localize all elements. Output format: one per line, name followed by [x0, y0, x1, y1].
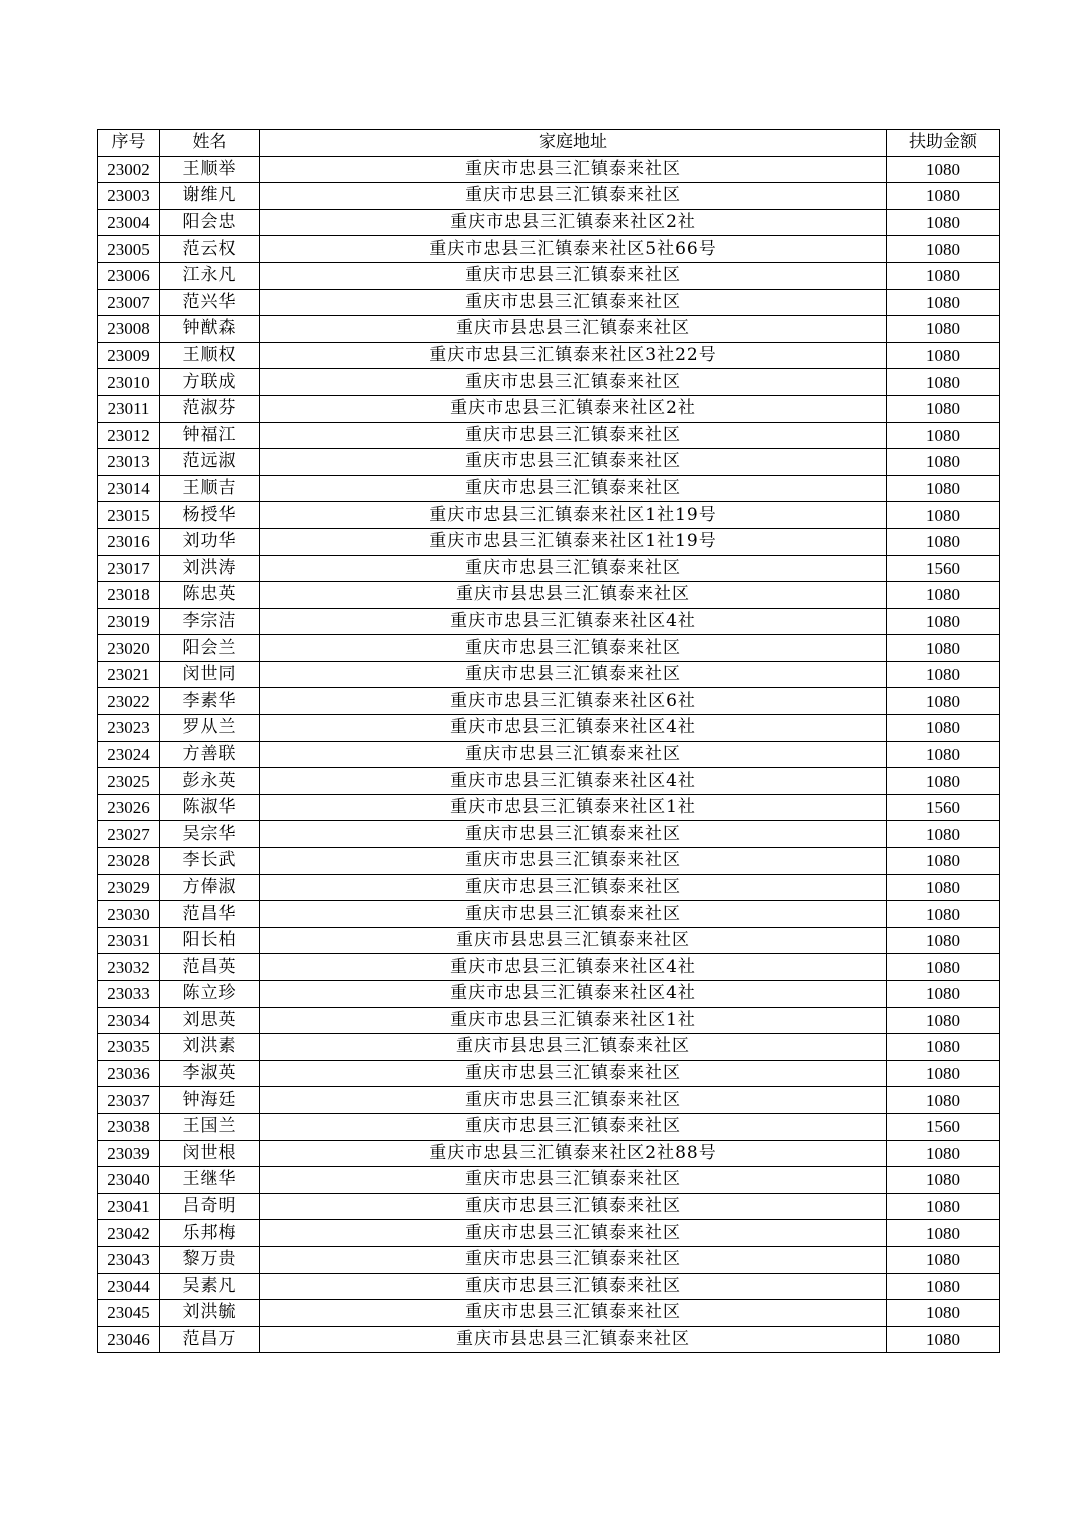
cell-address: 重庆市忠县三汇镇泰来社区 — [260, 848, 887, 875]
cell-address: 重庆市县忠县三汇镇泰来社区 — [260, 1034, 887, 1061]
cell-name: 吴素凡 — [160, 1273, 260, 1300]
table-row — [98, 927, 1000, 954]
cell-amount: 1080 — [887, 1220, 1000, 1247]
cell-name: 阳会忠 — [160, 209, 260, 236]
cell-address: 重庆市忠县三汇镇泰来社区4社 — [260, 608, 887, 635]
cell-address: 重庆市忠县三汇镇泰来社区4社 — [260, 715, 887, 742]
table-row — [98, 1034, 1000, 1061]
table-row — [98, 289, 1000, 316]
table-row — [98, 156, 1000, 183]
cell-address: 重庆市忠县三汇镇泰来社区5社66号 — [260, 236, 887, 263]
cell-name: 罗从兰 — [160, 715, 260, 742]
header-name: 姓名 — [160, 130, 260, 157]
cell-amount: 1080 — [887, 262, 1000, 289]
cell-name: 李宗洁 — [160, 608, 260, 635]
cell-name: 刘洪涛 — [160, 555, 260, 582]
cell-amount: 1080 — [887, 635, 1000, 662]
cell-address: 重庆市忠县三汇镇泰来社区 — [260, 183, 887, 210]
cell-address: 重庆市忠县三汇镇泰来社区 — [260, 901, 887, 928]
cell-name: 阳会兰 — [160, 635, 260, 662]
table-row — [98, 821, 1000, 848]
table-row — [98, 688, 1000, 715]
table-row — [98, 608, 1000, 635]
table-row — [98, 316, 1000, 343]
table-row — [98, 422, 1000, 449]
cell-serial: 23024 — [98, 741, 160, 768]
cell-name: 王继华 — [160, 1167, 260, 1194]
cell-name: 李素华 — [160, 688, 260, 715]
cell-address: 重庆市忠县三汇镇泰来社区 — [260, 661, 887, 688]
cell-amount: 1080 — [887, 741, 1000, 768]
cell-address: 重庆市忠县三汇镇泰来社区4社 — [260, 981, 887, 1008]
cell-serial: 23020 — [98, 635, 160, 662]
cell-amount: 1080 — [887, 422, 1000, 449]
cell-name: 范昌华 — [160, 901, 260, 928]
cell-amount: 1080 — [887, 209, 1000, 236]
cell-name: 范云权 — [160, 236, 260, 263]
cell-amount: 1080 — [887, 874, 1000, 901]
cell-address: 重庆市忠县三汇镇泰来社区 — [260, 289, 887, 316]
cell-amount: 1080 — [887, 768, 1000, 795]
cell-serial: 23007 — [98, 289, 160, 316]
cell-serial: 23015 — [98, 502, 160, 529]
cell-name: 李淑英 — [160, 1060, 260, 1087]
cell-serial: 23010 — [98, 369, 160, 396]
cell-serial: 23037 — [98, 1087, 160, 1114]
cell-address: 重庆市忠县三汇镇泰来社区1社 — [260, 794, 887, 821]
cell-address: 重庆市忠县三汇镇泰来社区 — [260, 1273, 887, 1300]
cell-name: 方善联 — [160, 741, 260, 768]
table-row — [98, 954, 1000, 981]
cell-address: 重庆市忠县三汇镇泰来社区2社 — [260, 395, 887, 422]
table-row — [98, 901, 1000, 928]
table-row — [98, 209, 1000, 236]
cell-address: 重庆市忠县三汇镇泰来社区 — [260, 369, 887, 396]
table-row — [98, 528, 1000, 555]
table-row — [98, 342, 1000, 369]
cell-address: 重庆市忠县三汇镇泰来社区1社19号 — [260, 502, 887, 529]
header-serial: 序号 — [98, 130, 160, 157]
table-row — [98, 715, 1000, 742]
table-row — [98, 183, 1000, 210]
cell-name: 吴宗华 — [160, 821, 260, 848]
table-row — [98, 582, 1000, 609]
cell-name: 范淑芬 — [160, 395, 260, 422]
cell-amount: 1080 — [887, 1167, 1000, 1194]
cell-address: 重庆市忠县三汇镇泰来社区 — [260, 1113, 887, 1140]
cell-amount: 1080 — [887, 316, 1000, 343]
cell-serial: 23043 — [98, 1246, 160, 1273]
cell-name: 刘功华 — [160, 528, 260, 555]
cell-amount: 1080 — [887, 395, 1000, 422]
table-row — [98, 1246, 1000, 1273]
cell-address: 重庆市县忠县三汇镇泰来社区 — [260, 1326, 887, 1353]
table-row — [98, 502, 1000, 529]
cell-amount: 1080 — [887, 927, 1000, 954]
cell-address: 重庆市忠县三汇镇泰来社区 — [260, 555, 887, 582]
cell-amount: 1080 — [887, 582, 1000, 609]
cell-name: 吕奇明 — [160, 1193, 260, 1220]
cell-amount: 1080 — [887, 369, 1000, 396]
cell-amount: 1560 — [887, 555, 1000, 582]
cell-serial: 23021 — [98, 661, 160, 688]
cell-name: 钟海廷 — [160, 1087, 260, 1114]
cell-amount: 1080 — [887, 954, 1000, 981]
cell-serial: 23011 — [98, 395, 160, 422]
cell-name: 闵世根 — [160, 1140, 260, 1167]
cell-serial: 23041 — [98, 1193, 160, 1220]
cell-name: 乐邦梅 — [160, 1220, 260, 1247]
cell-name: 王顺举 — [160, 156, 260, 183]
cell-amount: 1080 — [887, 156, 1000, 183]
cell-name: 闵世同 — [160, 661, 260, 688]
table-row — [98, 1300, 1000, 1327]
cell-address: 重庆市忠县三汇镇泰来社区2社88号 — [260, 1140, 887, 1167]
cell-amount: 1560 — [887, 1113, 1000, 1140]
cell-amount: 1080 — [887, 901, 1000, 928]
cell-address: 重庆市忠县三汇镇泰来社区6社 — [260, 688, 887, 715]
cell-address: 重庆市忠县三汇镇泰来社区 — [260, 449, 887, 476]
cell-serial: 23040 — [98, 1167, 160, 1194]
cell-serial: 23023 — [98, 715, 160, 742]
cell-name: 黎万贵 — [160, 1246, 260, 1273]
cell-serial: 23025 — [98, 768, 160, 795]
cell-amount: 1080 — [887, 289, 1000, 316]
table-row — [98, 262, 1000, 289]
cell-address: 重庆市忠县三汇镇泰来社区 — [260, 1246, 887, 1273]
table-row — [98, 1007, 1000, 1034]
cell-amount: 1080 — [887, 715, 1000, 742]
cell-address: 重庆市忠县三汇镇泰来社区 — [260, 741, 887, 768]
cell-amount: 1080 — [887, 1060, 1000, 1087]
cell-serial: 23002 — [98, 156, 160, 183]
cell-serial: 23009 — [98, 342, 160, 369]
cell-amount: 1080 — [887, 1087, 1000, 1114]
table-row — [98, 768, 1000, 795]
cell-serial: 23004 — [98, 209, 160, 236]
cell-amount: 1080 — [887, 661, 1000, 688]
cell-serial: 23029 — [98, 874, 160, 901]
table-row — [98, 848, 1000, 875]
table-row — [98, 661, 1000, 688]
cell-name: 杨授华 — [160, 502, 260, 529]
table-row — [98, 1087, 1000, 1114]
cell-name: 陈立珍 — [160, 981, 260, 1008]
cell-name: 范兴华 — [160, 289, 260, 316]
cell-address: 重庆市忠县三汇镇泰来社区 — [260, 874, 887, 901]
cell-amount: 1080 — [887, 1193, 1000, 1220]
cell-name: 王顺权 — [160, 342, 260, 369]
cell-name: 刘洪毓 — [160, 1300, 260, 1327]
cell-serial: 23006 — [98, 262, 160, 289]
cell-name: 江永凡 — [160, 262, 260, 289]
cell-name: 李长武 — [160, 848, 260, 875]
cell-serial: 23031 — [98, 927, 160, 954]
cell-address: 重庆市县忠县三汇镇泰来社区 — [260, 582, 887, 609]
table-row — [98, 555, 1000, 582]
cell-amount: 1080 — [887, 449, 1000, 476]
cell-serial: 23026 — [98, 794, 160, 821]
cell-amount: 1080 — [887, 1326, 1000, 1353]
cell-serial: 23019 — [98, 608, 160, 635]
cell-address: 重庆市忠县三汇镇泰来社区 — [260, 1220, 887, 1247]
cell-address: 重庆市忠县三汇镇泰来社区 — [260, 1060, 887, 1087]
cell-name: 谢维凡 — [160, 183, 260, 210]
table-row — [98, 635, 1000, 662]
cell-name: 王顺吉 — [160, 475, 260, 502]
cell-address: 重庆市忠县三汇镇泰来社区 — [260, 475, 887, 502]
cell-address: 重庆市忠县三汇镇泰来社区 — [260, 262, 887, 289]
table-row — [98, 1167, 1000, 1194]
cell-amount: 1080 — [887, 981, 1000, 1008]
cell-amount: 1080 — [887, 1140, 1000, 1167]
cell-name: 方联成 — [160, 369, 260, 396]
cell-serial: 23012 — [98, 422, 160, 449]
cell-amount: 1080 — [887, 475, 1000, 502]
cell-serial: 23014 — [98, 475, 160, 502]
cell-amount: 1080 — [887, 1007, 1000, 1034]
table-row — [98, 741, 1000, 768]
cell-address: 重庆市忠县三汇镇泰来社区4社 — [260, 768, 887, 795]
cell-serial: 23033 — [98, 981, 160, 1008]
cell-address: 重庆市忠县三汇镇泰来社区 — [260, 1193, 887, 1220]
cell-serial: 23036 — [98, 1060, 160, 1087]
cell-serial: 23035 — [98, 1034, 160, 1061]
table-row — [98, 449, 1000, 476]
cell-serial: 23008 — [98, 316, 160, 343]
cell-amount: 1560 — [887, 794, 1000, 821]
cell-name: 陈忠英 — [160, 582, 260, 609]
cell-address: 重庆市县忠县三汇镇泰来社区 — [260, 927, 887, 954]
cell-name: 钟福江 — [160, 422, 260, 449]
cell-address: 重庆市忠县三汇镇泰来社区1社 — [260, 1007, 887, 1034]
cell-name: 王国兰 — [160, 1113, 260, 1140]
cell-name: 彭永英 — [160, 768, 260, 795]
cell-address: 重庆市忠县三汇镇泰来社区 — [260, 1087, 887, 1114]
table-row — [98, 981, 1000, 1008]
cell-serial: 23018 — [98, 582, 160, 609]
table-row — [98, 794, 1000, 821]
table-row — [98, 1060, 1000, 1087]
cell-amount: 1080 — [887, 236, 1000, 263]
cell-serial: 23044 — [98, 1273, 160, 1300]
table-row — [98, 1273, 1000, 1300]
cell-serial: 23013 — [98, 449, 160, 476]
table-row — [98, 236, 1000, 263]
table-row — [98, 395, 1000, 422]
table-row — [98, 1326, 1000, 1353]
cell-name: 范远淑 — [160, 449, 260, 476]
cell-address: 重庆市忠县三汇镇泰来社区2社 — [260, 209, 887, 236]
cell-amount: 1080 — [887, 688, 1000, 715]
cell-name: 钟猷森 — [160, 316, 260, 343]
table-row — [98, 1193, 1000, 1220]
cell-amount: 1080 — [887, 528, 1000, 555]
cell-amount: 1080 — [887, 608, 1000, 635]
cell-name: 陈淑华 — [160, 794, 260, 821]
cell-amount: 1080 — [887, 848, 1000, 875]
cell-serial: 23022 — [98, 688, 160, 715]
cell-address: 重庆市忠县三汇镇泰来社区3社22号 — [260, 342, 887, 369]
cell-serial: 23038 — [98, 1113, 160, 1140]
cell-serial: 23030 — [98, 901, 160, 928]
cell-amount: 1080 — [887, 1273, 1000, 1300]
header-address: 家庭地址 — [260, 130, 887, 157]
cell-name: 方俸淑 — [160, 874, 260, 901]
cell-address: 重庆市忠县三汇镇泰来社区1社19号 — [260, 528, 887, 555]
cell-address: 重庆市忠县三汇镇泰来社区 — [260, 635, 887, 662]
cell-address: 重庆市忠县三汇镇泰来社区 — [260, 156, 887, 183]
cell-serial: 23005 — [98, 236, 160, 263]
cell-name: 范昌万 — [160, 1326, 260, 1353]
cell-serial: 23032 — [98, 954, 160, 981]
cell-serial: 23016 — [98, 528, 160, 555]
cell-name: 刘洪素 — [160, 1034, 260, 1061]
cell-name: 刘思英 — [160, 1007, 260, 1034]
cell-amount: 1080 — [887, 1300, 1000, 1327]
table-row — [98, 1140, 1000, 1167]
cell-name: 范昌英 — [160, 954, 260, 981]
cell-serial: 23039 — [98, 1140, 160, 1167]
table-header-row — [98, 130, 1000, 157]
cell-serial: 23034 — [98, 1007, 160, 1034]
table-row — [98, 1113, 1000, 1140]
cell-serial: 23017 — [98, 555, 160, 582]
cell-address: 重庆市忠县三汇镇泰来社区 — [260, 821, 887, 848]
cell-serial: 23042 — [98, 1220, 160, 1247]
cell-serial: 23045 — [98, 1300, 160, 1327]
cell-serial: 23027 — [98, 821, 160, 848]
cell-name: 阳长柏 — [160, 927, 260, 954]
table-row — [98, 874, 1000, 901]
cell-address: 重庆市县忠县三汇镇泰来社区 — [260, 316, 887, 343]
cell-address: 重庆市忠县三汇镇泰来社区 — [260, 422, 887, 449]
cell-amount: 1080 — [887, 183, 1000, 210]
table-row — [98, 1220, 1000, 1247]
cell-serial: 23003 — [98, 183, 160, 210]
cell-amount: 1080 — [887, 1246, 1000, 1273]
cell-amount: 1080 — [887, 502, 1000, 529]
table-row — [98, 475, 1000, 502]
cell-amount: 1080 — [887, 342, 1000, 369]
header-amount: 扶助金额 — [887, 130, 1000, 157]
subsidy-table — [97, 129, 1000, 1353]
cell-amount: 1080 — [887, 821, 1000, 848]
cell-address: 重庆市忠县三汇镇泰来社区 — [260, 1300, 887, 1327]
cell-address: 重庆市忠县三汇镇泰来社区 — [260, 1167, 887, 1194]
cell-serial: 23028 — [98, 848, 160, 875]
cell-serial: 23046 — [98, 1326, 160, 1353]
cell-address: 重庆市忠县三汇镇泰来社区4社 — [260, 954, 887, 981]
table-row — [98, 369, 1000, 396]
cell-amount: 1080 — [887, 1034, 1000, 1061]
